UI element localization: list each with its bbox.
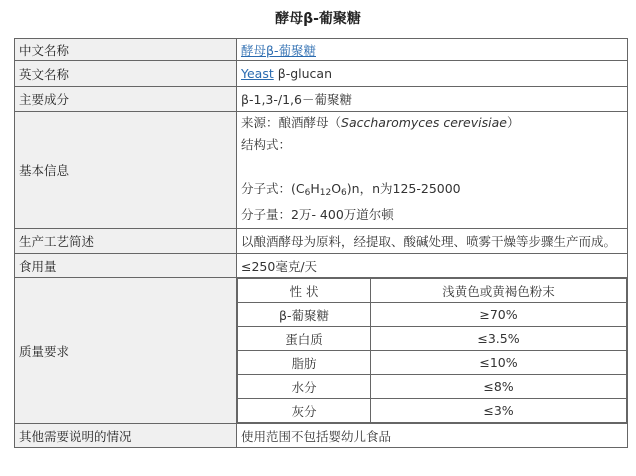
quality-subtable bbox=[237, 278, 627, 423]
other-value: 使用范围不包括婴幼儿食品 bbox=[237, 424, 628, 448]
info-table bbox=[14, 38, 628, 448]
row-label: 主要成分 bbox=[15, 87, 237, 112]
table-row bbox=[15, 278, 628, 424]
structure-placeholder bbox=[241, 156, 623, 176]
quality-item-value: 浅黄色或黄褐色粉末 bbox=[371, 279, 627, 303]
quality-row bbox=[238, 399, 627, 423]
quality-item-value: ≤3.5% bbox=[371, 327, 627, 351]
quality-row bbox=[238, 279, 627, 303]
intake-value: ≤250毫克/天 bbox=[237, 254, 628, 278]
quality-item-name: 灰分 bbox=[238, 399, 371, 423]
table-row bbox=[15, 254, 628, 278]
quality-item-value: ≤8% bbox=[371, 375, 627, 399]
table-row bbox=[15, 61, 628, 87]
process-value: 以酿酒酵母为原料，经提取、酸碱处理、喷雾干燥等步骤生产而成。 bbox=[237, 229, 628, 254]
chinese-name-link[interactable]: 酵母β-葡聚糖 bbox=[241, 42, 316, 58]
yeast-link[interactable]: Yeast bbox=[241, 66, 274, 81]
quality-item-name: β-葡聚糖 bbox=[238, 303, 371, 327]
row-label: 其他需要说明的情况 bbox=[15, 424, 237, 448]
species-name: Saccharomyces cerevisiae bbox=[341, 115, 507, 130]
quality-item-name: 水分 bbox=[238, 375, 371, 399]
row-label: 中文名称 bbox=[15, 39, 237, 61]
quality-item-name: 性 状 bbox=[238, 279, 371, 303]
quality-item-value: ≤10% bbox=[371, 351, 627, 375]
row-label: 食用量 bbox=[15, 254, 237, 278]
table-row bbox=[15, 112, 628, 229]
page-title: 酵母β-葡聚糖 bbox=[275, 11, 361, 27]
quality-item-value: ≤3% bbox=[371, 399, 627, 423]
quality-row bbox=[238, 375, 627, 399]
source-line: 来源：酿酒酵母（Saccharomyces cerevisiae） bbox=[241, 115, 520, 130]
molecular-weight-line: 分子量：2万- 400万道尔顿 bbox=[241, 207, 394, 222]
quality-row bbox=[238, 351, 627, 375]
quality-item-value: ≥70% bbox=[371, 303, 627, 327]
row-label: 英文名称 bbox=[15, 61, 237, 87]
row-label: 基本信息 bbox=[15, 112, 237, 229]
quality-row bbox=[238, 303, 627, 327]
table-row bbox=[15, 39, 628, 61]
row-label: 质量要求 bbox=[15, 278, 237, 424]
quality-row bbox=[238, 327, 627, 351]
quality-item-name: 脂肪 bbox=[238, 351, 371, 375]
table-row bbox=[15, 424, 628, 448]
row-label: 生产工艺简述 bbox=[15, 229, 237, 254]
english-name-text: β-glucan bbox=[273, 66, 332, 81]
component-value: β-1,3-/1,6－葡聚糖 bbox=[237, 87, 628, 112]
quality-item-name: 蛋白质 bbox=[238, 327, 371, 351]
table-row bbox=[15, 229, 628, 254]
table-row bbox=[15, 87, 628, 112]
formula-line: 分子式：$(C_6H_{12}O_6)n$，n为125-25000 bbox=[241, 181, 461, 198]
structure-line: 结构式： bbox=[241, 137, 292, 152]
